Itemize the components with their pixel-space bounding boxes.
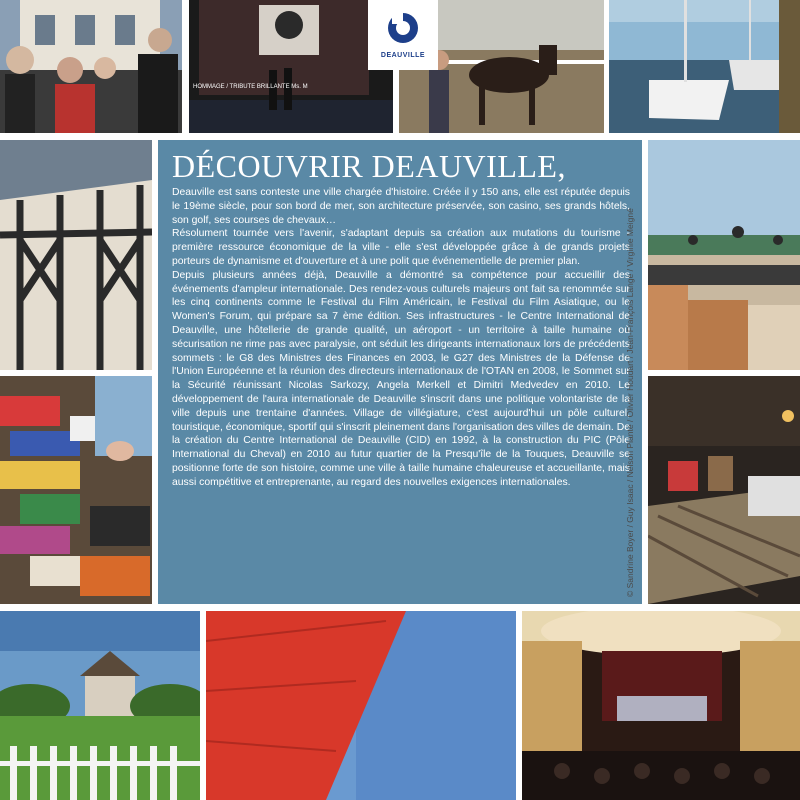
photo-beach-concert: [648, 140, 800, 370]
events-paragraph: Depuis plusieurs années déjà, Deauville a démontré sa compétence pour accueillir des événements d'ampleur internationale. Des rendez-vous culturels majeurs ont fait sa renommée sur les cinq continents comme le Festival du Film Américain, le Festival du Film Asiatique, ou le Women's Forum, qui prépare sa 7 ème édition. Ses infrastructures - le Centre International de Deauville, une hôtellerie de grande qualité, un aéroport - un territoire à taille humaine où sécurisation ne rime pas avec paralysie, ont séduit les dirigeants internationaux lors de précédents sommets : le G8 des Ministres des Finances en 2003, le G27 des Ministres de la Défense de l'Union Européenne et la réunion des directeurs internationaux de l'OTAN en 2008, le Sommet sur la Sécurité réunissant Nicolas Sarkozy, Angela Merkell et Dimitri Medvedev en 2010. Le développement de l'aura internationale de Deauville s'inscrit dans une politique volontariste de la ville depuis une trentaine d'années. Village de villégiature, c'est aujourd'hui un pôle culturel, touristique, économique, sportif qui s'inscrit pleinement dans l'organisation des villes de demain. De la création du Centre International de Deauville (CID) en 1992, à la construction du PIC (Pôle International du Cheval) en 2010 au futur quartier de la Presqu'île de la Touques, Deauville se positionne forte de son histoire, comme une ville à taille humaine chaleureuse et accueillante, mais aussi compétitive et entreprenante, au regard des nouvelles exigences internationales.: [172, 269, 630, 488]
intro-paragraph: Deauville est sans conteste une ville chargée d'histoire. Créée il y 150 ans, elle est réputée depuis le 19ème siècle, pour son bord de mer, son architecture préservée, son casino, ses grands hôtels, son golf, ses courses de chevaux…: [172, 187, 630, 226]
photo-theatre-concert: [522, 611, 800, 800]
logo-text: DEAUVILLE: [380, 52, 426, 59]
photo-marina: [609, 0, 800, 133]
photo-cinema-stage: [189, 0, 393, 133]
text-panel: [158, 140, 642, 604]
photo-villa-garden: [0, 611, 200, 800]
photo-crowd-villa: [0, 0, 182, 133]
photo-red-parasol: [206, 611, 516, 800]
future-paragraph: Résolument tournée vers l'avenir, s'adaptant depuis sa création aux mutations du tourisme - première ressource économique de la ville - elle s'est développée grâce à de grands projets porteurs de dynamisme et d'ouverture et à une polit que événementielle de premier plan.: [172, 228, 630, 267]
deauville-logo-icon: [368, 0, 438, 70]
page-title: DÉCOUVRIR DEAUVILLE,: [172, 148, 566, 184]
photo-market-stalls: [648, 376, 800, 604]
photo-credits: © Sandrine Boyer / Guy Isaac / Nelson Plante / Olivier Houdart / Jean-François Lange / Virginie Meigné: [625, 208, 635, 597]
photo-book-market: [0, 376, 152, 604]
cinema-screen-text: HOMMAGE / TRIBUTE BRILLANTE Ms. M: [193, 84, 308, 90]
photo-half-timbered-house: [0, 140, 152, 370]
deauville-logo[interactable]: [368, 0, 438, 70]
